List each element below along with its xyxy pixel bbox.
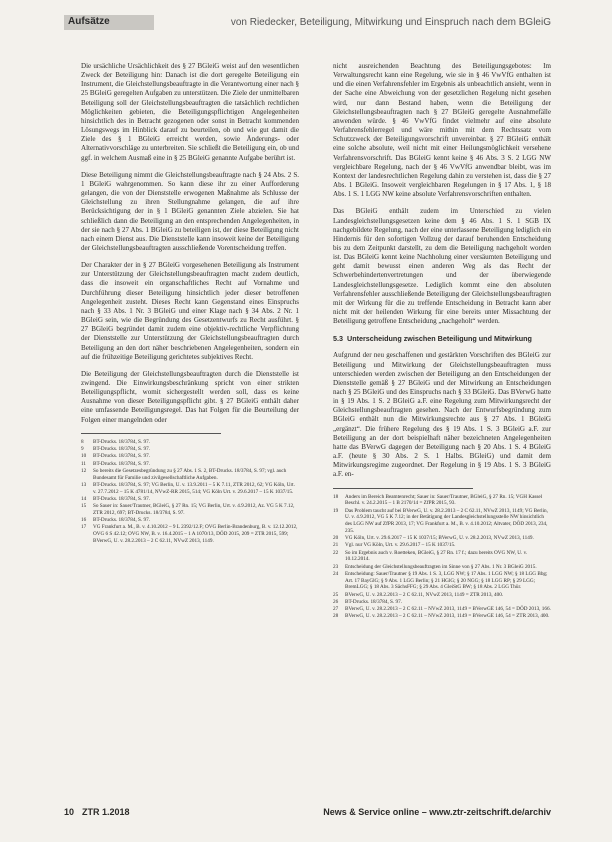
left-column <box>81 62 299 545</box>
footnote-number: 27 <box>333 606 339 613</box>
footnote <box>333 606 551 613</box>
footnote <box>81 517 299 524</box>
page-number: 10 <box>64 807 75 817</box>
body-paragraph: Aufgrund der neu geschaffenen und gestärkten Vorschriften des BGleiG zur Beteiligung und Mitwirkung der Gleichstellungsbeauftragten muss unterschieden werden zwischen der Beteiligung an den Entscheidungen der Dienststelle gemäß § 27 BGleiG und der Mitwirkung an Entscheidungen nach § 25 BGleiG und des Einspruchs nach § 33 BGleiG. Das BVerwG hatte in § 19 Abs. 1 S. 2 BGleiG a.F. eine Regelung zum Mitwirkungsrecht der Gleichstellungsbeauftragten gesehen. Nach der Entwurfsbegründung zum BGleiG enthält nun die Mitwirkungsrechte aus § 27 Abs. 1 BGleiG „ergänzt“. Die frühere Regelung des § 19 Abs. 1 S. 3 BGleiG a.F. zur Beteiligung an der dort beispielhaft näher bezeichneten Angelegenheiten hatte das BVerwG dagegen der Beteiligung nach § 20 Abs. 1 S. 4 BGleiG a.F. (heute § 30 Abs. 2 S. 1 Halbs. BGleiG) und damit dem Mitwirkungsregime zugeordnet. Der Regelung in § 19 Abs. 1 S. 3 BGleiG a.F. en- <box>333 351 551 479</box>
footnote <box>81 524 299 544</box>
footnote <box>333 494 551 508</box>
footnote-number: 14 <box>81 495 87 502</box>
right-column <box>333 62 551 621</box>
footnote-number: 21 <box>333 542 339 549</box>
footnote-text: BT-Drucks. 18/3784, S. 97. <box>93 453 151 460</box>
footnote-number: 24 <box>333 570 339 577</box>
footnote-text: BT-Drucks. 18/3784, S. 97. <box>93 446 151 453</box>
footnote-text: BT-Drucks. 18/3784, S. 97. <box>345 598 403 605</box>
footnote <box>81 468 299 482</box>
footnote-number: 10 <box>81 453 87 460</box>
body-paragraph: Der Charakter der in § 27 BGleiG vorgesehenen Beteiligung als Instrument zur Unterstützung der Gleichstellungsbeauftragten macht zudem deutlich, dass die insoweit ein organschaftliches Recht auf Vornahme und Durchführung dieser Beteiligung hinsichtlich jeder dieser betroffenen Angelegenheit zusteht. Dieses Recht kann Gegenstand eines Einspruchs nach § 33 Abs. 1 Nr. 3 BGleiG und einer Klage nach § 34 Abs. 2 Nr. 1 BGleiG sein, wie die Begründung des Gesetzentwurfs zu Recht ausführt. § 27 BGleiG begründet damit zudem eine objektiv-rechtliche Verpflichtung der Dienststelle zur Unterstützung der Gleichstellungsbeauftragten durch Beteiligung an den dort näher beschriebenen Angelegenheiten, sondern ein auf die frühzeitige Beteiligung gerichtetes subjektives Recht. <box>81 261 299 361</box>
footnotes-left <box>81 439 299 545</box>
footnote <box>81 482 299 496</box>
footnote <box>81 503 299 517</box>
footnote <box>333 564 551 571</box>
footnote-number: 11 <box>81 460 86 467</box>
footnote <box>333 599 551 606</box>
footnote-number: 18 <box>333 493 339 500</box>
footnote-text: BT-Drucks. 18/3784, S. 97; VG Berlin, U. v. 13.9.2011 – 5 K 7.11, ZTR 2012, 62; VG Köln, Urt. v. 27.7.2012 – 15 K 4781/14, NVwZ-RR 2015, 514; VG Köln Urt. v. 29.6.2017 – 15 K 1037/15. <box>93 481 295 495</box>
footnote-text: BVerwG, U. v. 28.2.2013 – 2 C 62.11 – NVwZ 2013, 1149 = BVerwGE 146, 54 = DÖD 2013, 166. <box>345 606 551 613</box>
footnote-text: BT-Drucks. 18/3784, S. 97. <box>93 495 151 502</box>
footnote-text: So bereits die Gesetzesbegründung zu § 27 Abs. 1 S. 2, BT-Drucks. 18/3784, S. 97; vgl. auch Bundesamt für Familie und zivilgesellschaftliche Aufgaben. <box>93 467 287 481</box>
page-header <box>64 15 551 33</box>
footnote <box>333 592 551 599</box>
body-paragraph: Die Beteiligung der Gleichstellungsbeauftragten durch die Dienststelle ist zwingend. Die Einwirkungsbeschränkung spricht von einer strikten Beteiligungspflicht, womit sichergestellt werden soll, dass es keine Ausnahme von dieser Beteiligungspflicht gibt. § 27 BGleiG enthält daher eine umfassende Beteiligungsregel. Das hat Folgen für die Beurteilung der Folgen einer mangelnden oder <box>81 369 299 424</box>
journal-issue: ZTR 1.2018 <box>82 807 130 817</box>
footnote-divider <box>81 433 221 434</box>
page-footer <box>64 807 551 821</box>
footnote <box>81 446 299 453</box>
footnote-number: 9 <box>81 446 84 453</box>
footnote <box>81 453 299 460</box>
footnote-text: Das Problem taucht auf bei BVerwG, U. v. 28.2.2013 – 2 C 62.11, NVwZ 2013, 1149; VG Berlin, U. v. 4.9.2012, VG 5 K 7.12; in der Betätigung der Landesgleichstellungsstelle NW hinsichtlich des LGG NW auf ZfPR 2013, 17; VG Frankfurt a. M., B. v. 4.10.2012; Altvater, DÖD 2013, 234, 235. <box>345 507 548 534</box>
footnote <box>333 508 551 535</box>
body-paragraph: Das BGleiG enthält zudem im Unterschied zu vielen Landesgleichstellungsgesetzen keine dem § 46 Abs. 1 S. 1 SGB IX nachgebildete Regelung, nach der eine unterlassene Beteiligung lediglich ein Hindernis für den sofortigen Vollzug der darauf beruhenden Entscheidung bis zu dem Zeitpunkt darstellt, zu dem die Beteiligung nachgeholt worden ist. Das BGleiG kennt keine Nachholung einer versäumten Beteiligung und geht damit bewusst einen anderen Weg als das Recht der Schwerbehindertenvertretungen und der überwiegende Landesgleichstellungsgesetze. Lediglich kommt eine den absoluten Verfahrensfehler ausschließende Beteiligung der Gleichstellungsbeauftragten mit der Wirkung für die zu treffende Entscheidung in Betracht kann aber nicht mit der heilenden Wirkung für eine bereits unter Missachtung der Beteiligung getroffene Entscheidung „nachgeholt“ werden. <box>333 207 551 326</box>
footnote-text: Vgl. nur VG Köln, Urt. v. 29.6.2017 – 15 K 1037/15. <box>345 542 456 549</box>
footnote <box>81 439 299 446</box>
footnote-text: Anders im Bereich Beamtenrecht; Sauer in: Sauer/Trautner, BGleiG, § 27 Rn. 15; VGH Kassel Beschl. v. 24.2.2015 – 1 B 2170/14 = ZfPR 2015, 93. <box>345 493 543 507</box>
body-paragraph: Diese Beteiligung nimmt die Gleichstellungsbeauftragte nach § 24 Abs. 2 S. 1 BGleiG wahrgenommen. So kann diese ihr zu einer Aufforderung gelangen, die von der Dienststelle erwogenen Maßnahme als Schlusse der Gleichstellung zu ihren Stellungnahme gelangen, die auf ihre Berücksichtigung der in § 1 BGleiG genannten Ziele abzielen. Sie hat schließlich dann die Beteiligung an den entsprechenden Angelegenheiten, in der sie nach § 27 Abs. 1 BGleiG zu beteiligen ist, der diese Beteiligung nicht nach einem Dienst aus. Die Dienststelle kann insoweit keine der Beteiligung der Gleichstellungsbeauftragten ausschließende Vorentscheidung treffen. <box>81 170 299 252</box>
footnote-text: VG Köln, Urt. v. 29.6.2017 – 15 K 1037/15; BVerwG, U. v. 28.2.2013, NVwZ 2013, 1149. <box>345 535 534 542</box>
section-number: 5.3 <box>333 334 343 344</box>
footnote <box>81 496 299 503</box>
footnote-text: BVerwG, U. v. 28.2.2013 – 2 C 62.11, NVwZ 2013, 1149 = ZTR 2013, 400. <box>345 591 504 598</box>
footnote-number: 19 <box>333 507 339 514</box>
section-tab <box>64 15 154 30</box>
footnote-text: So Sauer in: Sauer/Trautner, BGleiG, § 27 Rn. 15; VG Berlin, Urt. v. 4.9.2012, Az. VG 5 K 7.12, ZTR 2012, 697; BT-Drucks. 18/3784, S. 97. <box>93 503 295 516</box>
footnote-number: 12 <box>81 467 87 474</box>
footnote <box>333 542 551 549</box>
footnote-number: 8 <box>81 438 84 445</box>
section-heading <box>333 334 551 343</box>
footnote <box>333 535 551 542</box>
footnote <box>333 571 551 591</box>
footnote-number: 23 <box>333 563 339 570</box>
footnote <box>81 461 299 468</box>
footnote <box>333 550 551 564</box>
footnote-text: BT-Drucks. 18/3784, S. 97. <box>93 517 151 524</box>
footer-online-link[interactable]: News & Service online – www.ztr-zeitschrift.de/archiv <box>323 807 551 817</box>
section-title: Unterscheidung zwischen Beteiligung und Mitwirkung <box>347 334 532 344</box>
footnote-number: 16 <box>81 517 87 524</box>
footnote-number: 22 <box>333 549 339 556</box>
footnote-number: 26 <box>333 598 339 605</box>
footnote-text: Entscheidung: Sauer/Trautner § 19 Abs. 1 S. 3, LGG NW; § 17 Abs. 1 LGG NW; § 18 LGG Bbg; Art. 17 BayGlG; § 9 Abs. 1 LGG Berlin; § 21 HGlG; § 20 NGG; § 18 LGG RP; § 29 LGG; BremLGG; § 18 Abs. 3 SächsFFG; § 29 Abs. 4 GleiStG BW; § 18 Abs. 2 LGG Thür. <box>345 570 548 591</box>
footnote-divider <box>333 488 473 489</box>
footer-left <box>64 807 130 817</box>
body-paragraph: nicht ausreichenden Beachtung des Beteiligungsgebotes: Im Verwaltungsrecht kann eine Regelung, wie sie in § 46 VwVfG enthalten ist und die einen Verfahrensfehler im Ergebnis als unbeachtlich ansieht, wenn in der Sache eine Abweichung von der gesetzlichen Regelung nicht gesehen wird, nur dann Bestand haben, wenn die Beteiligung der Gleichstellungsbeauftragten nach § 27 BGleiG geregelte Ausnahmefälle anwenden würde. § 46 VwVfG findet vielmehr auf eine absolute Verfahrensfehlerregel und wäre mithin mit dem Rechtssatz vom Schutzzweck der Beteiligungsvorschrift unvereinbar. § 27 BGleiG enthält eine solche absolute, weil nicht mit einer Heilungsmöglichkeit versehene Verfahrensvorschrift. Das BGleiG kennt keine § 46 Abs. 3 S. 2 LGG NW vergleichbare Regelung, nach der § 46 VwVfG anwendbar bleibt, was im Kontext der landesrechtlichen Regelung dahin zu verstehen ist, dass die § 27 Abs. 1 BGleiG. Insoweit vergleichbaren Regelungen in § 17 Abs. 1, § 18 Abs. 1 S. 1 LGG NW keine absolute Verfahrensvorschriften enthalten. <box>333 62 551 199</box>
footnote-number: 15 <box>81 503 87 510</box>
footnote-number: 28 <box>333 613 339 620</box>
body-paragraph: Die ursächliche Ursächlichkeit des § 27 BGleiG weist auf den wesentlichen Zweck der Beteiligung hin: Danach ist die dort geregelte Beteiligung ein Instrument, die Gleichstellungsbeauftragte in die Verantwortung einer nach § 25 BGleiG geregelten Aufgaben zu unterstützen. Die Ziele der unmittelbaren Beteiligung soll der Gleichstellungsbeauftragten die tatsächlich rechtlichen Möglichkeiten gebieten, die Beteiligungspflichtigen Angelegenheiten hinsichtlich des in Betracht gezogenen oder sonst in Betracht kommenden Lösungswegs im Hinblick darauf zu beurteilen, ob und wie gut damit die Ziele des § 1 BGleiG erreicht werden, sowie Änderungs- oder Alternativvorschläge zu unterbreiten. Sie schließt die Beteiligung ein, ob und ggf. in welchem Ausmaß eine in § 25 BGleiG genannte Aufgabe berührt ist. <box>81 62 299 162</box>
footnote-text: BT-Drucks. 18/3784, S. 97. <box>93 438 151 445</box>
footnote-text: BVerwG, U. v. 28.2.2013 – 2 C 62.11 – NVwZ 2013, 1149 = BVerwGE 146, 54 = ZTR 2013, 400. <box>345 613 550 620</box>
footnote-number: 25 <box>333 591 339 598</box>
running-title: von Riedecker, Beteiligung, Mitwirkung und Einspruch nach dem BGleiG <box>230 17 551 28</box>
footnote-text: VG Frankfurt a. M., B. v. 4.10.2012 – 9 L 2392/12.F; OVG Berlin-Brandenburg, B. v. 12.12.2012, OVG 6 S 42.12; OVG NW, B. v. 16.4.2015 – 1 A 1070/13, DÖD 2015, 209 = ZTR 2015, 599; BVerwG, U. v. 28.2.2013 – 2 C 62.11, NVwZ 2013, 1149. <box>93 524 298 544</box>
footnotes-right <box>333 494 551 621</box>
footnote-number: 13 <box>81 481 87 488</box>
footnote-text: So im Ergebnis auch v. Roetteken, BGleiG, § 27 Rn. 17 f.; dazu bereits OVG NW, U. v. 10.12.2014. <box>345 549 528 563</box>
footnote-number: 20 <box>333 535 339 542</box>
footnote <box>333 613 551 620</box>
footnote-number: 17 <box>81 524 87 531</box>
footnote-text: BT-Drucks. 18/3784, S. 97. <box>93 460 151 467</box>
section-tab-label: Aufsätze <box>68 16 110 27</box>
footnote-text: Entscheidung der Gleichstellungsbeauftragten im Sinne von § 27 Abs. 1 Nr. 3 BGleiG 2015. <box>345 563 537 570</box>
